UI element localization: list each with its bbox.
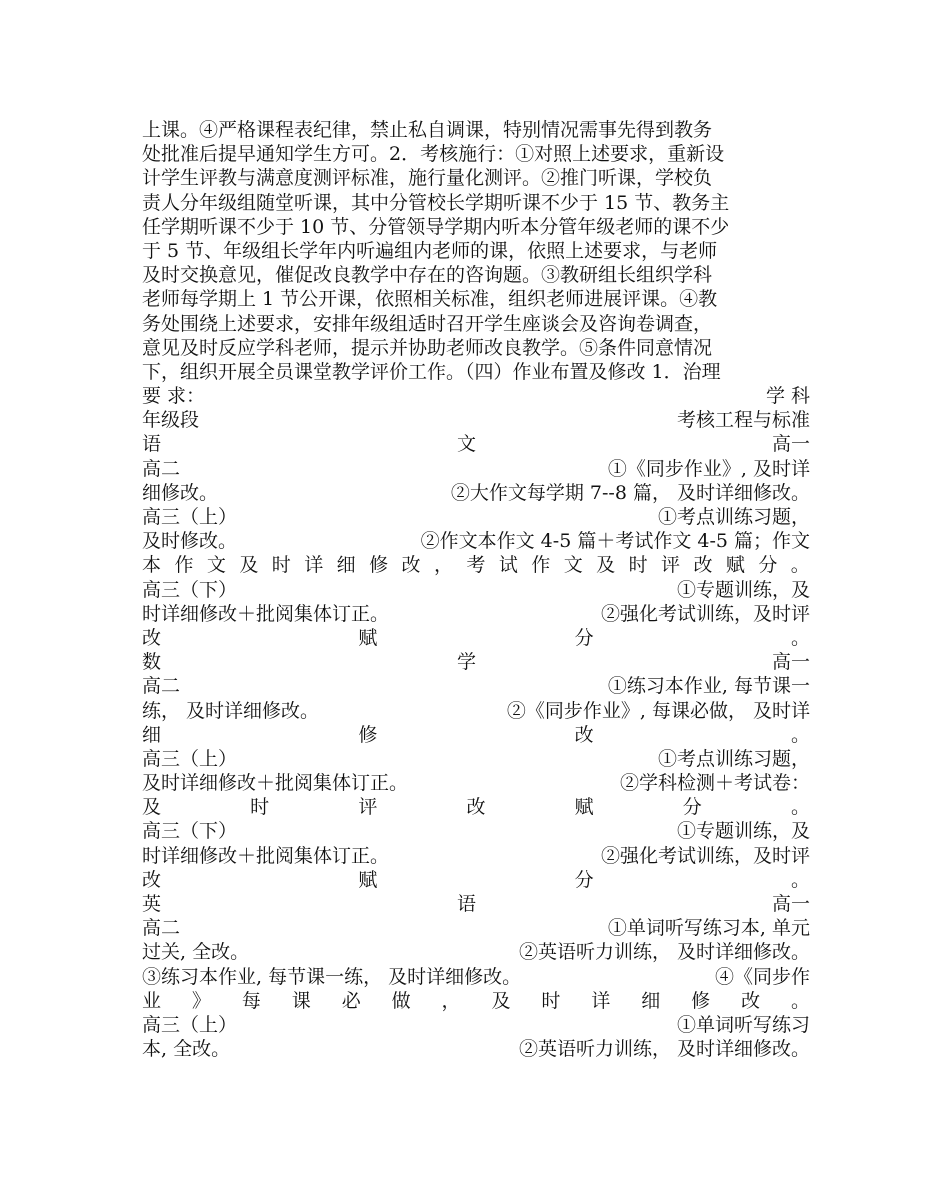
text-line: [142, 457, 810, 481]
text-segment: 时: [541, 989, 561, 1012]
text-segment: 细: [336, 554, 356, 577]
text-segment: ③练习本作业, 每节课一练， 及时详细修改。: [142, 965, 522, 988]
text-segment: 修: [369, 554, 389, 577]
text-segment: 考: [466, 554, 486, 577]
text-segment: 年级段: [142, 409, 200, 432]
text-line: 务处围绕上述要求，安排年级组适时召开学生座谈会及咨询卷调查，: [142, 312, 713, 335]
text-segment: 细: [142, 723, 162, 746]
document-body: [142, 118, 810, 1061]
text-segment: ②学科检测＋考试卷：: [619, 772, 810, 795]
text-line: [142, 892, 810, 916]
text-segment: 及: [142, 796, 162, 819]
text-segment: 要 求：: [142, 385, 206, 408]
text-segment: 高一: [771, 433, 810, 456]
text-segment: 评: [358, 796, 378, 819]
text-segment: 分: [758, 554, 778, 577]
text-segment: 。: [790, 989, 810, 1012]
text-segment: 及: [491, 989, 511, 1012]
text-line: [142, 723, 810, 747]
text-line: 任学期听课不少于 10 节、分管领导学期内听本分管年级老师的课不少: [142, 215, 730, 238]
text-segment: 改: [693, 554, 713, 577]
text-segment: 赋: [574, 796, 594, 819]
text-segment: 分: [682, 796, 702, 819]
text-segment: ①练习本作业, 每节课一: [607, 675, 810, 698]
text-segment: 改: [574, 723, 594, 746]
text-segment: 试: [498, 554, 518, 577]
text-segment: 语: [456, 893, 476, 915]
text-segment: ①考点训练习题，: [657, 506, 810, 528]
text-line: [142, 1037, 810, 1061]
text-line: [142, 626, 810, 650]
text-segment: ②《同步作业》, 每课必做， 及时详: [506, 699, 810, 722]
text-segment: 及时修改。: [142, 530, 238, 553]
text-segment: 高二: [142, 675, 181, 698]
text-segment: ，: [441, 989, 461, 1012]
text-line: [142, 916, 810, 940]
text-segment: ①专题训练，及: [676, 820, 810, 843]
text-segment: 高三（上）: [142, 1013, 238, 1036]
text-segment: 修: [358, 723, 378, 746]
text-segment: 学: [456, 651, 476, 674]
text-segment: 学 科: [765, 385, 810, 408]
text-line: [142, 699, 810, 723]
text-line: [142, 819, 810, 843]
text-segment: 时详细修改＋批阅集体订正。: [142, 844, 390, 867]
text-segment: 时详细修改＋批阅集体订正。: [142, 602, 390, 625]
text-segment: 。: [790, 868, 810, 891]
text-segment: 时: [250, 796, 270, 819]
text-line: 意见及时反应学科老师，提示并协助老师改良教学。⑤条件同意情况: [142, 336, 713, 359]
text-segment: 评: [661, 554, 681, 577]
text-segment: 课: [291, 989, 311, 1012]
text-segment: 。: [790, 796, 810, 819]
text-segment: ②强化考试训练，及时评: [600, 844, 810, 867]
text-segment: 分: [574, 868, 594, 891]
text-segment: 本: [142, 554, 162, 577]
text-segment: 》: [191, 989, 211, 1012]
text-segment: 做: [391, 989, 411, 1012]
text-segment: 。: [790, 626, 810, 649]
text-segment: 改: [401, 554, 421, 577]
text-segment: 高二: [142, 457, 181, 480]
text-segment: 作: [174, 554, 194, 577]
text-segment: 赋: [725, 554, 745, 577]
text-segment: 细修改。: [142, 481, 219, 504]
text-line: [142, 1013, 810, 1037]
text-segment: ②英语听力训练， 及时详细修改。: [518, 941, 810, 964]
text-segment: 高三（上）: [142, 506, 238, 528]
text-segment: 改: [142, 626, 162, 649]
text-segment: 赋: [358, 626, 378, 649]
text-line: [142, 747, 810, 771]
text-line: 上课。④严格课程表纪律，禁止私自调课，特别情况需事先得到教务: [142, 119, 713, 141]
text-line: 处批准后提早通知学生方可。2．考核施行：①对照上述要求，重新设: [142, 143, 725, 166]
text-line: [142, 408, 810, 432]
text-segment: 练， 及时详细修改。: [142, 699, 320, 722]
text-line: 责人分年级组随堂听课，其中分管校长学期听课不少于 15 节、教务主: [142, 191, 730, 214]
text-line: [142, 602, 810, 626]
text-segment: 改: [466, 796, 486, 819]
text-segment: 业: [142, 989, 162, 1012]
text-segment: 文: [456, 433, 476, 456]
text-segment: 时: [628, 554, 648, 577]
text-segment: 详: [591, 989, 611, 1012]
text-line: [142, 578, 810, 602]
text-line: [142, 481, 810, 505]
text-segment: 语: [142, 433, 162, 456]
text-line: [142, 940, 810, 964]
text-line: [142, 965, 810, 989]
text-segment: 数: [142, 651, 162, 674]
text-line: [142, 771, 810, 795]
text-segment: 及时详细修改＋批阅集体订正。: [142, 772, 409, 795]
text-line: [142, 505, 810, 529]
text-segment: 高二: [142, 917, 181, 940]
text-segment: 必: [341, 989, 361, 1012]
text-segment: 过关, 全改。: [142, 941, 250, 964]
text-segment: 文: [206, 554, 226, 577]
text-line: [142, 650, 810, 674]
text-segment: 改: [741, 989, 761, 1012]
text-segment: 。: [790, 554, 810, 577]
text-segment: 高三（下）: [142, 820, 238, 843]
text-line: [142, 384, 810, 408]
text-segment: ①单词听写练习: [676, 1013, 810, 1036]
text-segment: 。: [790, 723, 810, 746]
text-segment: ②作文本作文 4-5 篇＋考试作文 4-5 篇；作文: [420, 530, 810, 553]
text-segment: 及: [239, 554, 259, 577]
text-segment: 修: [691, 989, 711, 1012]
text-segment: ②强化考试训练，及时评: [600, 602, 810, 625]
text-line: [142, 432, 810, 456]
text-line: [142, 795, 810, 819]
text-line: [142, 674, 810, 698]
text-line: [142, 868, 810, 892]
text-segment: 文: [563, 554, 583, 577]
text-line: 下，组织开展全员课堂教学评价工作。（四）作业布置及修改 1．治理: [142, 360, 721, 383]
text-segment: 分: [574, 626, 594, 649]
text-segment: ①单词听写练习本, 单元: [607, 917, 810, 940]
text-segment: 高一: [771, 893, 810, 915]
text-segment: ①考点训练习题，: [657, 747, 810, 770]
text-line: 计学生评教与满意度测评标准，施行量化测评。②推门听课，学校负: [142, 167, 713, 190]
text-line: 老师每学期上 1 节公开课，依照相关标准，组织老师进展评课。④教: [142, 288, 718, 311]
text-segment: 高三（下）: [142, 578, 238, 601]
text-segment: 时: [271, 554, 291, 577]
text-segment: ，: [433, 554, 453, 577]
text-segment: 详: [304, 554, 324, 577]
text-segment: 细: [641, 989, 661, 1012]
text-segment: ①《同步作业》, 及时详: [607, 457, 810, 480]
text-segment: 考核工程与标准: [676, 409, 810, 432]
text-segment: ④《同步作: [714, 965, 810, 988]
text-segment: 本, 全改。: [142, 1038, 231, 1061]
text-segment: ②大作文每学期 7--8 篇， 及时详细修改。: [450, 481, 810, 504]
text-segment: 高一: [771, 651, 810, 674]
text-segment: 赋: [358, 868, 378, 891]
text-segment: ①专题训练，及: [676, 578, 810, 601]
text-segment: 及: [596, 554, 616, 577]
text-line: 及时交换意见，催促改良教学中存在的咨询题。③教研组长组织学科: [142, 264, 713, 287]
text-segment: ②英语听力训练， 及时详细修改。: [518, 1038, 810, 1061]
text-line: [142, 529, 810, 553]
text-segment: 作: [531, 554, 551, 577]
text-line: [142, 989, 810, 1013]
text-line: 于 5 节、年级组长学年内听遍组内老师的课，依照上述要求，与老师: [142, 239, 718, 262]
text-line: [142, 844, 810, 868]
text-segment: 改: [142, 868, 162, 891]
text-segment: 每: [241, 989, 261, 1012]
text-segment: 高三（上）: [142, 747, 238, 770]
text-line: [142, 553, 810, 577]
text-segment: 英: [142, 893, 162, 915]
